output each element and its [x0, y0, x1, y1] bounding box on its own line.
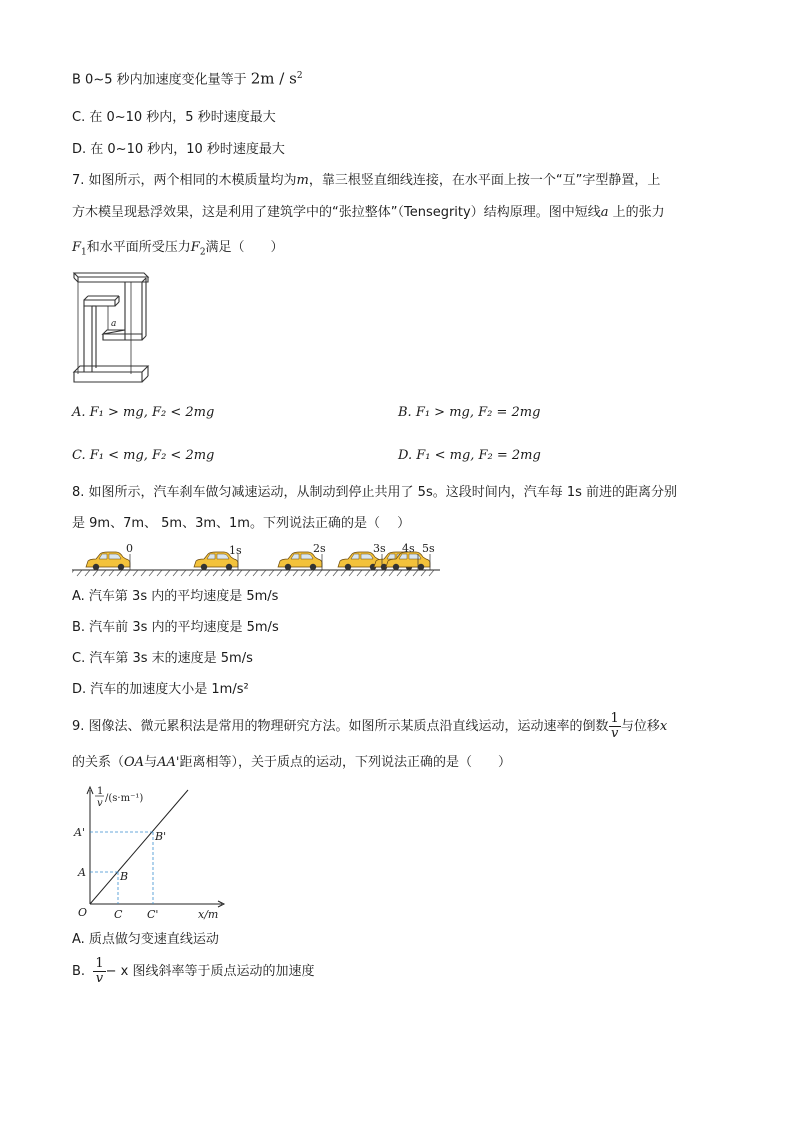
q9-stem-line1	[72, 712, 667, 742]
graph-label-b-prime: B'	[155, 830, 167, 843]
q6-option-b-value: 2m / s	[250, 69, 297, 88]
q9-stem-text-4: 与	[144, 755, 158, 770]
q7-mass-var: m	[296, 173, 309, 188]
q7-figure-label-a: a	[111, 319, 117, 329]
q9-optb-frac-num: 1	[95, 956, 104, 971]
q7-f2-sub: 2	[199, 247, 206, 258]
q7-tensegrity-figure	[70, 268, 152, 392]
q7-option-b: B. F₁ > mg, F₂ = 2mg	[398, 405, 541, 420]
graph-y-frac-den: v	[97, 798, 103, 809]
q7-option-c: C. F₁ < mg, F₂ < 2mg	[72, 448, 215, 463]
q7-stem-line2	[72, 203, 665, 223]
time-label-2: 2s	[313, 542, 326, 555]
q9-stem-text-5: 距离相等），关于质点的运动，下列说法正确的是（ ）	[179, 755, 511, 770]
graph-origin-label: O	[78, 906, 88, 919]
q8-option-a: A. 汽车第 3s 内的平均速度是 5m/s	[72, 589, 279, 604]
q8-stem-line2: 是 9m、7m、 5m、3m、1m。下列说法正确的是（ ）	[72, 516, 411, 531]
q7-stem-text-4: 上的张力	[608, 205, 665, 220]
q9-frac-den: v	[611, 726, 619, 741]
q7-stem-text: 7. 如图所示，两个相同的木模质量均为	[72, 173, 297, 188]
graph-label-a-prime: A'	[74, 826, 85, 839]
q6-option-b	[72, 66, 303, 90]
q8-option-b: B. 汽车前 3s 内的平均速度是 5m/s	[72, 620, 279, 635]
q8-option-c: C. 汽车第 3s 末的速度是 5m/s	[72, 651, 253, 666]
q9-x-var: x	[659, 719, 668, 734]
q9-frac-num: 1	[610, 711, 619, 726]
q6-option-d: D. 在 0~10 秒内，10 秒时速度最大	[72, 142, 285, 157]
q8-option-d: D. 汽车的加速度大小是 1m/s²	[72, 682, 249, 697]
time-label-3: 3s	[373, 542, 386, 555]
q7-option-d: D. F₁ < mg, F₂ = 2mg	[398, 448, 541, 463]
q7-stem-text-6: 满足（ ）	[205, 240, 284, 255]
q9-stem-text-3: 的关系（	[72, 755, 125, 770]
time-label-0: 0	[126, 542, 133, 555]
q7-line-a-var: a	[600, 205, 609, 220]
time-label-4: 4s	[402, 542, 415, 555]
q6-option-b-exponent: 2	[296, 71, 303, 81]
q7-stem-text-3: 方木模呈现悬浮效果，这是利用了建筑学中的“张拉整体”（Tensegrity）结构原理。图中短线	[72, 205, 601, 220]
time-label-5: 5s	[422, 542, 435, 555]
q7-f1-var: F	[72, 240, 82, 255]
graph-label-c: C	[114, 908, 123, 921]
q7-stem-line1	[72, 171, 660, 191]
graph-y-frac-num: 1	[97, 786, 104, 797]
q9-option-a: A. 质点做匀变速直线运动	[72, 932, 219, 947]
q9-option-b-text: − x 图线斜率等于质点运动的加速度	[105, 964, 315, 979]
q9-aa-var: AA'	[157, 755, 180, 770]
q8-car-diagram	[72, 540, 444, 578]
q7-f1-sub: 1	[81, 247, 87, 258]
q9-stem-line2	[72, 753, 511, 773]
time-label-1: 1s	[229, 544, 242, 557]
q7-stem-text-5: 和水平面所受压力	[86, 240, 191, 255]
q7-stem-text-2: ，靠三根竖直细线连接，在水平面上按一个“互”字型静置，上	[308, 173, 661, 188]
q9-option-b-label: B.	[72, 964, 86, 979]
q9-oa-var: OA	[124, 755, 145, 770]
q9-option-b-fraction	[93, 957, 105, 986]
graph-label-a: A	[78, 866, 86, 879]
q9-graph	[72, 782, 232, 922]
q9-stem-text: 9. 图像法、微元累积法是常用的物理研究方法。如图所示某质点沿直线运动，运动速率的倒数	[72, 719, 609, 734]
q7-option-a: A. F₁ > mg, F₂ < 2mg	[72, 405, 215, 420]
q9-option-b	[72, 957, 314, 987]
q6-option-c: C. 在 0~10 秒内，5 秒时速度最大	[72, 110, 276, 125]
graph-x-axis-label: x/m	[198, 908, 219, 921]
q6-option-b-text: B 0~5 秒内加速度变化量等于	[72, 72, 247, 88]
q9-inverse-v-fraction	[609, 712, 621, 741]
graph-y-axis-label: /(s·m⁻¹)	[105, 793, 144, 804]
graph-label-b: B	[120, 870, 129, 883]
q9-stem-text-2: 与位移	[620, 719, 660, 734]
q9-optb-frac-den: v	[95, 971, 104, 986]
q8-stem-line1: 8. 如图所示，汽车刹车做匀减速运动，从制动到停止共用了 5s。这段时间内，汽车每 1s 前进的距离分别	[72, 485, 678, 500]
q7-f2-var: F	[190, 240, 200, 255]
graph-label-c-prime: C'	[147, 908, 159, 921]
car-t0	[86, 552, 130, 570]
q7-stem-line3	[72, 238, 284, 263]
